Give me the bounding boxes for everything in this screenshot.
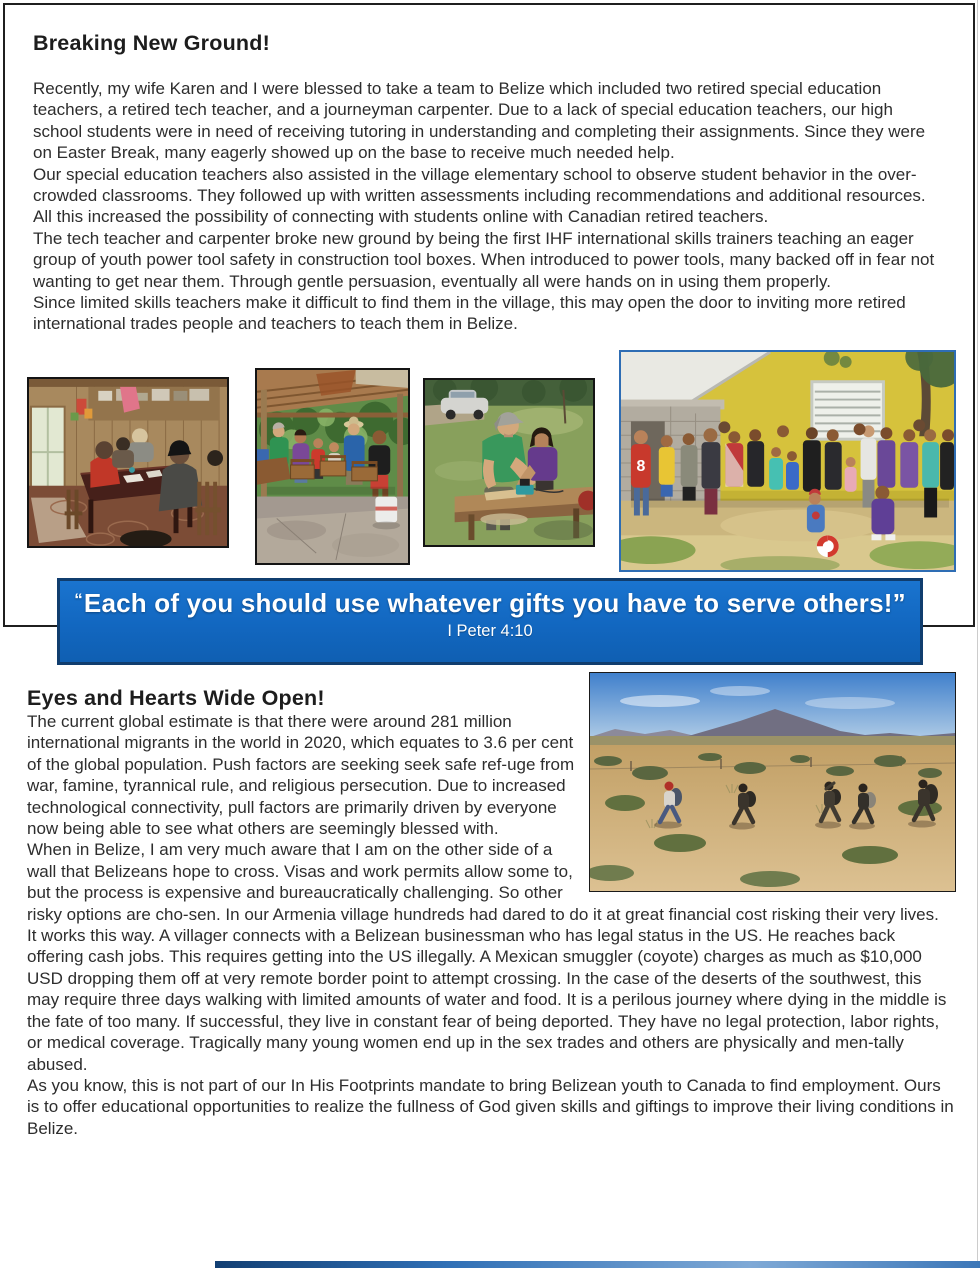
photo-carpentry-training [423,378,595,547]
quote-reference: I Peter 4:10 [447,622,533,640]
photo-desert-migrants [589,672,956,892]
photo-group-yellow-house [619,350,956,572]
eyes-and-hearts-section [27,670,956,1139]
photo-tutoring-indoors [27,377,229,548]
page-right-edge-line [977,0,978,1268]
tutoring-photo-illustration [29,379,227,546]
quote-text-line [60,588,920,619]
section1-paragraph-2: Our special education teachers also assisted in the village elementary school to observe student behavior in the over-crowded classrooms. They followed up with written assessments including recommendations and additional resources. All this increased the possibility of connecting with students online with Canadian retired teachers. [33,164,926,227]
bottom-blue-strip [215,1261,980,1268]
workshop-photo-illustration [257,370,408,563]
section2-paragraph-3: It works this way. A villager connects with a Belizean businessman who has legal status in the US. He reaches back offering cash jobs. This requires getting into the US illegally. A Mexican smuggler (coyote) charges as much as $10,000 USD dropping them off at very remote border point to attempt crossing. In the case of the deserts of the southwest, this may require three days walking with limited amounts of water and food. It is a perilous journey where dying in the middle is the fate of too many. If successful, they live in constant fear of being deported. They have no legal protection, labor rights, or medical coverage. Tragically many young women end up in the sex trades and others are physically and men-tally abused. [27,926,947,1074]
section2-heading: Eyes and Hearts Wide Open! [27,686,325,710]
section2-paragraph-1: The current global estimate is that there were around 281 million international migrants in the world in 2020, which equates to 3.6 per cent of the global population. Push factors are seeking seek safe ref-uge from war, famine, tyrannical rule, and religious persecution. Due to increased technological connectivity, pull factors are primarily driven by everyone now being able to see what others are seemingly blessed with. [27,712,575,839]
section2-paragraph-2: When in Belize, I am very much aware that I am on the other side of a wall that Belizeans hope to cross. Visas and work permits allow some to, but the process is expensive and bureaucratically challenging. So other risky options are cho-sen. In our Armenia village hundreds had dared to do it at great financial cost risking their very lives. [27,840,939,924]
carpentry-photo-illustration [425,380,593,545]
section1-paragraph-1: Recently, my wife Karen and I were blessed to take a team to Belize which included two retired special education teachers, a retired tech teacher, and a journeyman carpenter. Due to a lack of special education teachers, our high school students were in need of receiving tutoring in understanding and completing their assignments. Since they were on Easter Break, many eagerly showed up on the base to receive much needed help. [33,79,926,163]
quote-text: Each of you should use whatever gifts you have to serve others!” [83,588,906,618]
section1-heading: Breaking New Ground! [33,31,270,55]
photo-toolbox-workshop-group [255,368,410,565]
scripture-quote-banner [57,578,923,665]
group-photo-illustration [621,352,954,570]
section2-paragraph-4: As you know, this is not part of our In His Footprints mandate to bring Belizean youth to Canada to find employment. Ours is to offer educational opportunities to realize the fullness of God given skills and giftings to improve their living conditions in Belize. [27,1075,954,1138]
shirt-number-text: 8 [636,457,646,475]
section1-body [33,78,937,335]
quote-open-quote: “ [74,590,83,609]
desert-photo-illustration [590,673,955,891]
section1-paragraph-3: The tech teacher and carpenter broke new ground by being the first IHF international skills trainers teaching an eager group of youth power tool safety in construction tool boxes. When introduced to power tools, many backed off in fear not wanting to get near them. Through gentle persuasion, eventually all were hands on in using them properly. [33,228,935,291]
section1-paragraph-4: Since limited skills teachers make it difficult to find them in the village, this may open the door to inviting more retired international trades people and teachers to teach them in Belize. [33,293,906,334]
